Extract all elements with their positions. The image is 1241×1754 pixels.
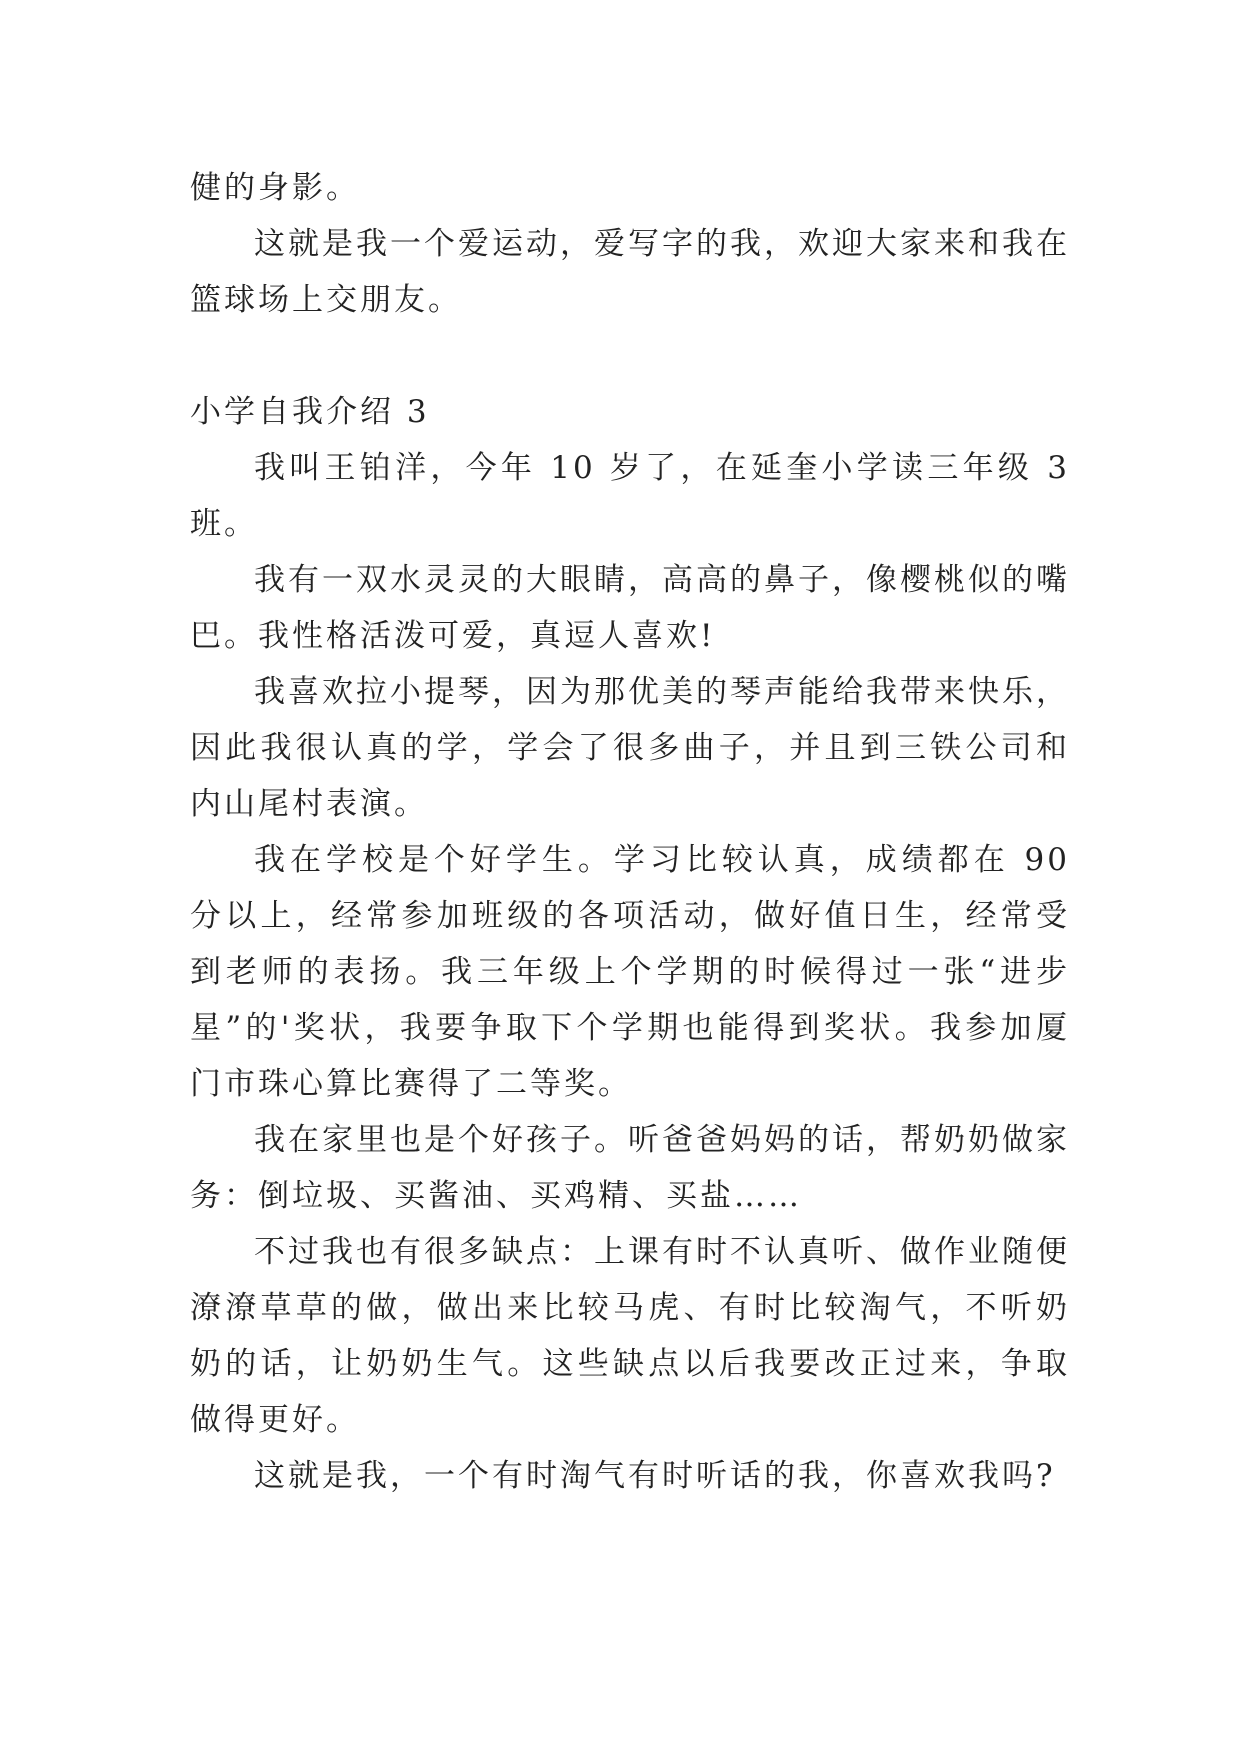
- paragraph-1: 我叫王铂洋，今年 10 岁了，在延奎小学读三年级 3 班。: [190, 450, 1070, 542]
- section-title: 小学自我介绍 3: [190, 394, 430, 430]
- paragraph-5: 我在家里也是个好孩子。听爸爸妈妈的话，帮奶奶做家务：倒垃圾、买酱油、买鸡精、买盐……: [190, 1122, 1070, 1214]
- paragraph-6: 不过我也有很多缺点：上课有时不认真听、做作业随便潦潦草草的做，做出来比较马虎、有时比较淘气，不听奶奶的话，让奶奶生气。这些缺点以后我要改正过来，争取做得更好。: [190, 1234, 1070, 1438]
- paragraph-4: 我在学校是个好学生。学习比较认真，成绩都在 90 分以上，经常参加班级的各项活动，做好值日生，经常受到老师的表扬。我三年级上个学期的时候得过一张“进步星”的'奖状，我要争取下个学期也能得到奖状。我参加厦门市珠心算比赛得了二等奖。: [190, 842, 1070, 1102]
- paragraph-3: 我喜欢拉小提琴，因为那优美的琴声能给我带来快乐，因此我很认真的学，学会了很多曲子，并且到三铁公司和内山尾村表演。: [190, 674, 1070, 822]
- paragraph-7: 这就是我，一个有时淘气有时听话的我，你喜欢我吗?: [254, 1458, 1056, 1494]
- continuation-text: 健的身影。: [190, 170, 360, 206]
- section-gap: [190, 328, 1070, 384]
- document-body: [190, 160, 1070, 1504]
- paragraph-2: 我有一双水灵灵的大眼睛，高高的鼻子，像樱桃似的嘴巴。我性格活泼可爱，真逗人喜欢!: [190, 562, 1070, 654]
- closing-paragraph: 这就是我一个爱运动，爱写字的我，欢迎大家来和我在篮球场上交朋友。: [190, 226, 1070, 318]
